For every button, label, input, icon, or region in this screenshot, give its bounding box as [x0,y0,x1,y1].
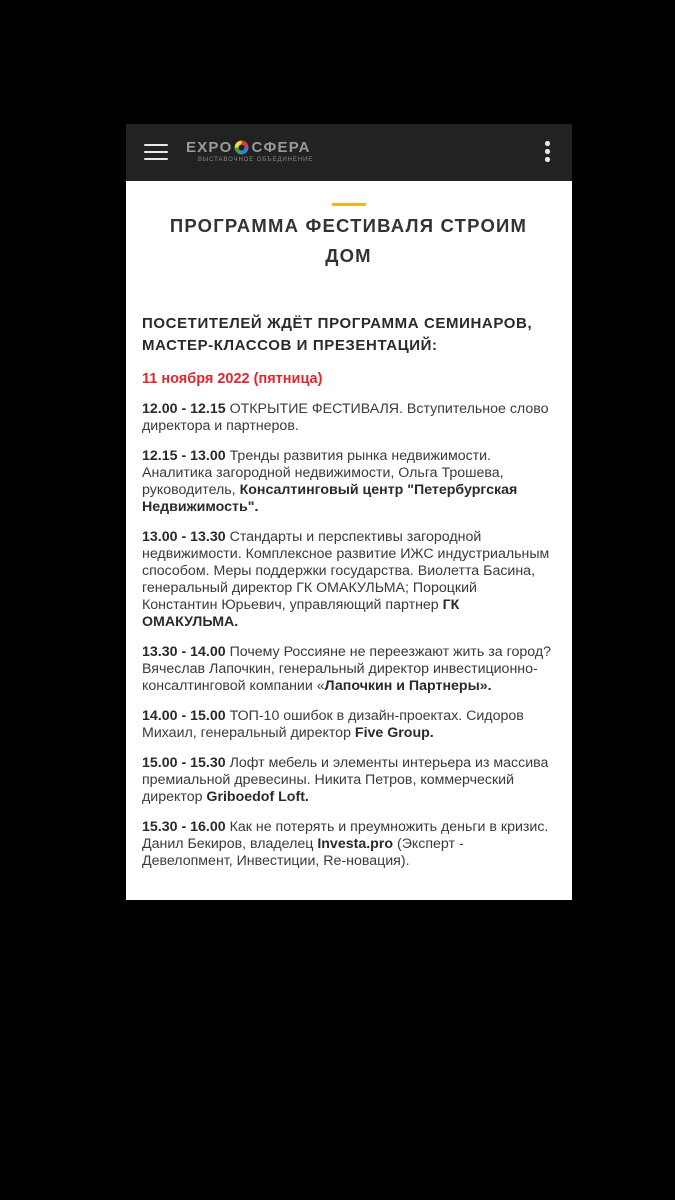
schedule-speaker-company: Консалтинговый центр "Петербургская Недвижимость". [142,482,518,515]
schedule-item [142,819,555,870]
more-options-icon[interactable] [544,141,550,163]
logo-text-right: СФЕРА [251,138,311,156]
schedule-text: Стандарты и перспективы загородной недвижимости. Комплексное развитие ИЖС индустриальным способом. Меры поддержки государства. Виолетта Басина, генеральный директор ГК ОМАКУЛЬМА; Пороцкий Константин Юрьевич, управляющий партнер [142,529,550,613]
schedule-item [142,529,555,631]
schedule-speaker-company: Griboedof Loft. [206,789,309,805]
menu-icon[interactable] [144,144,168,161]
schedule-text: Лофт мебель и элементы интерьера из массива премиальной древесины. Никита Петров, коммерческий директор [142,755,549,805]
schedule-tail: (Эксперт - Девелопмент, Инвестиции, Re-новация). [142,836,464,869]
schedule-text: ТОП-10 ошибок в дизайн-проектах. Сидоров Михаил, генеральный директор [142,708,524,741]
globe-icon [234,140,249,155]
logo-subtitle: ВЫСТАВОЧНОЕ ОБЪЕДИНЕНИЕ [198,157,314,163]
schedule-time: 13.00 - 13.30 [142,529,226,545]
schedule-text: ОТКРЫТИЕ ФЕСТИВАЛЯ. Вступительное слово директора и партнеров. [142,401,549,434]
title-accent-line [332,203,366,206]
logo[interactable] [186,137,313,167]
schedule-speaker-company: ГК ОМАКУЛЬМА. [142,597,460,630]
schedule-time: 13.30 - 14.00 [142,644,226,660]
schedule-text: Как не потерять и преумножить деньги в кризис. Данил Бекиров, владелец [142,819,549,852]
schedule-speaker-company: Investa.pro [317,836,394,852]
schedule-text: Почему Россияне не переезжают жить за город? Вячеслав Лапочкин, генеральный директор инвестиционно-консалтинговой компании « [142,644,551,694]
logo-text-left: EXPO [186,138,233,156]
schedule-item [142,755,555,806]
phone-screen [126,124,572,900]
article-content [126,203,572,870]
schedule-item [142,708,555,742]
top-bar [126,124,572,181]
schedule-time: 15.30 - 16.00 [142,819,226,835]
schedule-time: 15.00 - 15.30 [142,755,226,771]
schedule-item [142,448,555,516]
schedule-tail: ». [479,678,492,694]
schedule-speaker-company: Five Group. [354,725,434,741]
schedule-time: 12.00 - 12.15 [142,401,226,417]
schedule-text: Тренды развития рынка недвижимости. Аналитика загородной недвижимости, Ольга Трошева, руководитель, [142,448,504,498]
page-title: ПРОГРАММА ФЕСТИВАЛЯ СТРОИМ ДОМ [169,215,528,266]
schedule-speaker-company: Лапочкин и Партнеры [324,678,480,694]
schedule-time: 12.15 - 13.00 [142,448,226,464]
schedule-item [142,644,555,695]
schedule-time: 14.00 - 15.00 [142,708,226,724]
section-subtitle: ПОСЕТИТЕЛЕЙ ЖДЁТ ПРОГРАММА СЕМИНАРОВ, МАСТЕР-КЛАССОВ И ПРЕЗЕНТАЦИЙ: [142,315,533,354]
event-date: 11 ноября 2022 (пятница) [142,371,323,387]
schedule-item [142,401,555,435]
